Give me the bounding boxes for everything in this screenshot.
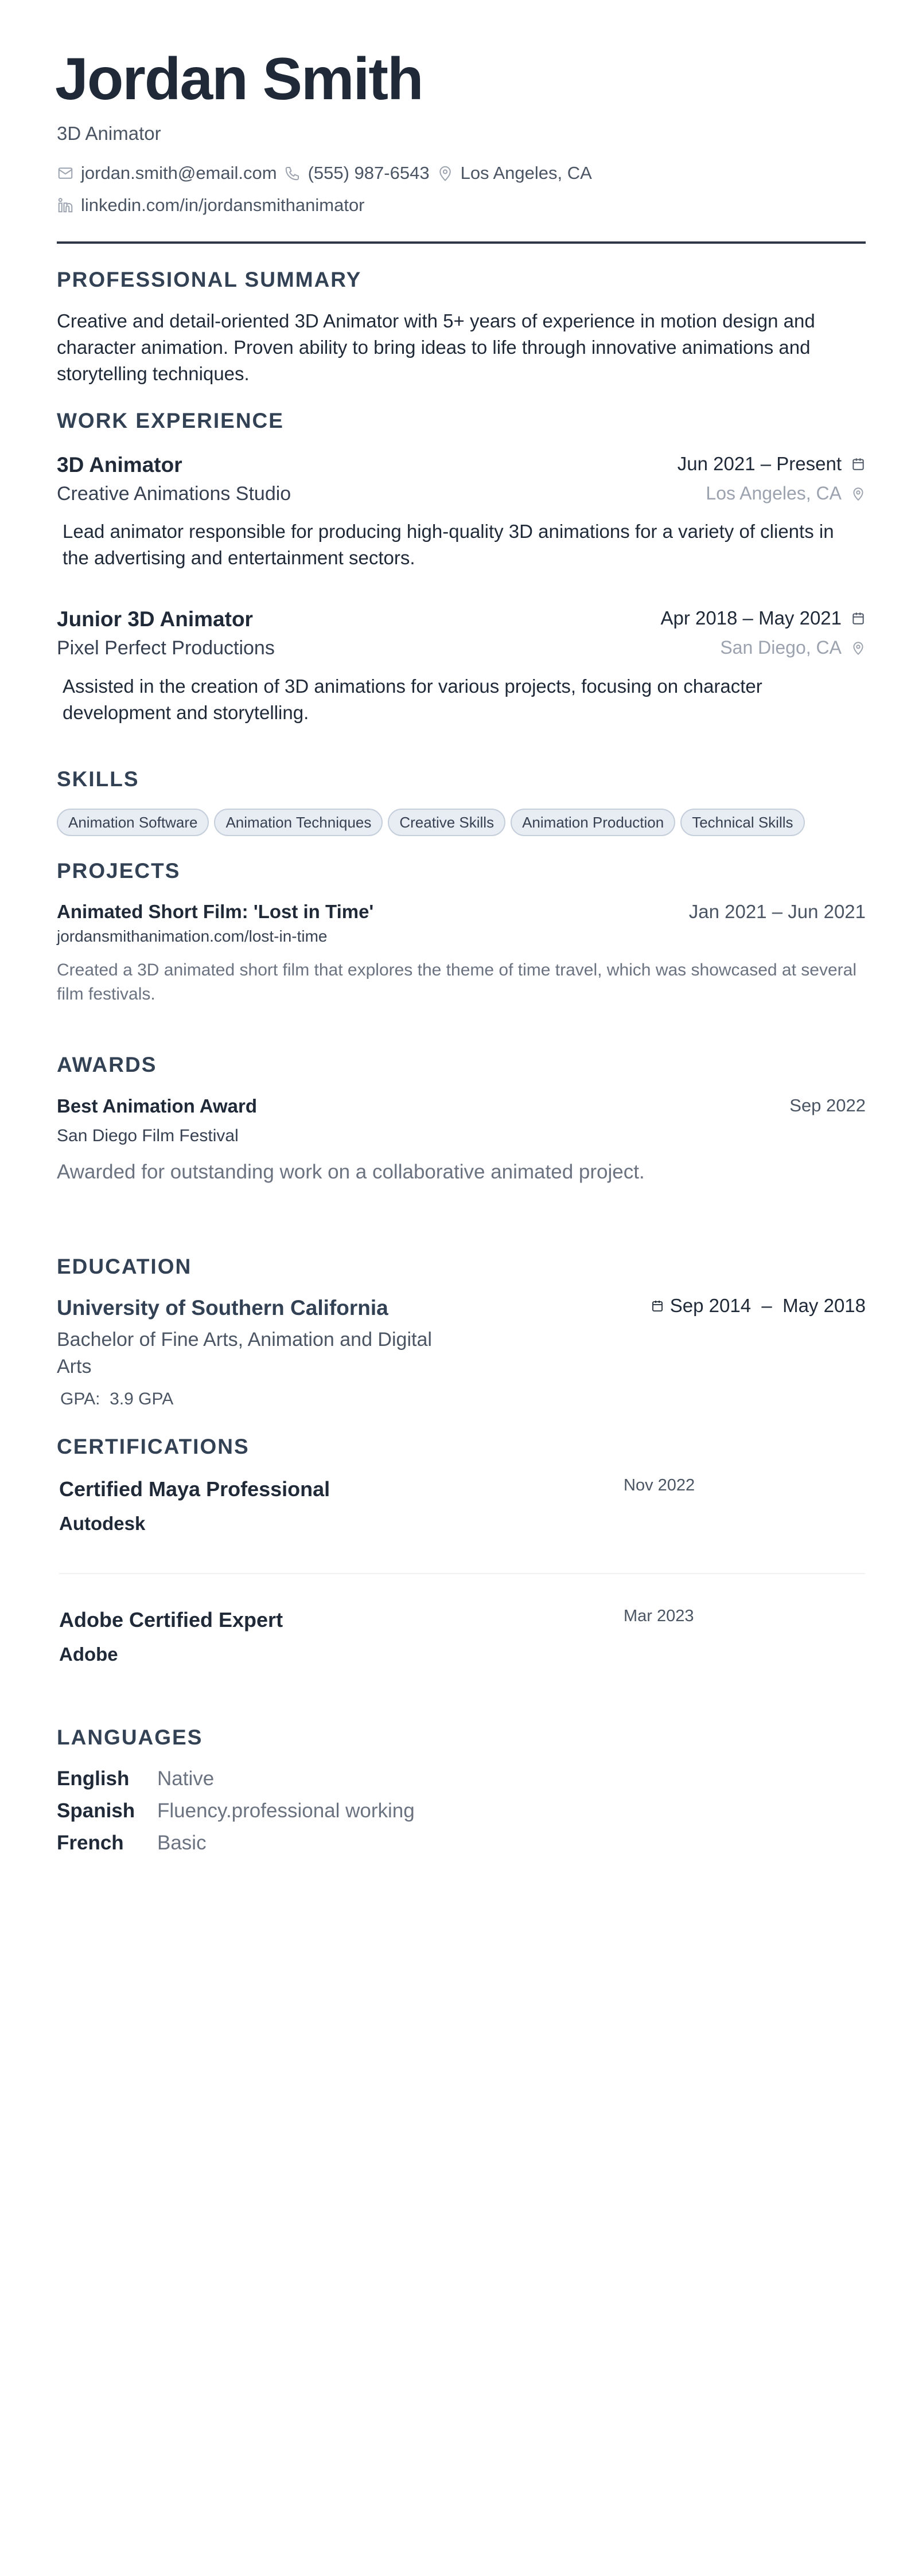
certification-title: Certified Maya Professional <box>59 1477 330 1501</box>
skill-tag: Animation Software <box>57 809 209 836</box>
location-text: Los Angeles, CA <box>460 163 592 183</box>
certification-title: Adobe Certified Expert <box>59 1608 283 1632</box>
project-description: Created a 3D animated short film that explores the theme of time travel, which was showcased at several film festivals. <box>57 961 857 1004</box>
linkedin-icon <box>57 197 74 214</box>
job-location-text: Los Angeles, CA <box>706 483 842 504</box>
certification-date: Nov 2022 <box>624 1476 695 1494</box>
language-name: Spanish <box>57 1800 135 1822</box>
skills-list <box>57 809 805 836</box>
section-heading-education: EDUCATION <box>57 1255 192 1278</box>
mail-icon <box>57 165 74 182</box>
summary-text: Creative and detail-oriented 3D Animator with 5+ years of experience in motion design and character animation. Proven ability to bring ideas to life through innovative animations and storytelling techniques. <box>57 310 815 384</box>
certification-issuer: Autodesk <box>59 1513 146 1534</box>
email-link[interactable]: jordan.smith@email.com <box>81 163 277 183</box>
section-heading-summary: PROFESSIONAL SUMMARY <box>57 268 362 291</box>
school-name: University of Southern California <box>57 1296 388 1320</box>
map-pin-icon <box>437 165 454 182</box>
phone-icon <box>284 165 301 182</box>
job-location-text: San Diego, CA <box>720 637 842 658</box>
skill-tag: Technical Skills <box>680 809 804 836</box>
project-dates: Jan 2021 – Jun 2021 <box>688 901 866 922</box>
job-dates <box>660 607 866 629</box>
job-title: Junior 3D Animator <box>57 607 253 631</box>
project-title: Animated Short Film: 'Lost in Time' <box>57 901 374 922</box>
job-title: 3D Animator <box>57 453 182 477</box>
gpa-value: 3.9 GPA <box>110 1390 174 1408</box>
job-description: Assisted in the creation of 3D animations for various projects, focusing on character development and storytelling. <box>63 676 762 723</box>
skill-tag: Creative Skills <box>388 809 505 836</box>
certification-divider <box>59 1573 865 1574</box>
section-heading-projects: PROJECTS <box>57 859 181 883</box>
map-pin-icon <box>851 641 866 655</box>
award-issuer: San Diego Film Festival <box>57 1126 239 1145</box>
header-divider <box>57 241 866 244</box>
gpa-label: GPA: <box>60 1390 100 1408</box>
project-url[interactable]: jordansmithanimation.com/lost-in-time <box>57 927 328 945</box>
section-heading-awards: AWARDS <box>57 1053 157 1076</box>
calendar-icon <box>651 1299 664 1313</box>
skill-tag: Animation Techniques <box>214 809 383 836</box>
language-name: English <box>57 1767 130 1790</box>
degree: Bachelor of Fine Arts, Animation and Digital Arts <box>57 1329 432 1377</box>
candidate-name: Jordan Smith <box>55 46 423 112</box>
job-location <box>720 637 866 658</box>
calendar-icon <box>851 456 866 471</box>
section-heading-languages: LANGUAGES <box>57 1726 203 1749</box>
job-dates <box>678 453 866 475</box>
education-dates-text: Sep 2014 – May 2018 <box>669 1295 866 1316</box>
certification-issuer: Adobe <box>59 1644 118 1665</box>
gpa <box>60 1390 173 1409</box>
calendar-icon <box>851 611 866 626</box>
section-heading-certifications: CERTIFICATIONS <box>57 1435 250 1458</box>
candidate-title: 3D Animator <box>57 123 161 144</box>
job-description: Lead animator responsible for producing high-quality 3D animations for a variety of clients in the advertising and entertainment sectors. <box>63 521 834 568</box>
award-description: Awarded for outstanding work on a collaborative animated project. <box>57 1161 645 1183</box>
job-dates-text: Jun 2021 – Present <box>677 453 842 474</box>
linkedin-row <box>57 195 365 216</box>
language-level: Fluency.professional working <box>157 1800 415 1822</box>
award-date: Sep 2022 <box>789 1095 866 1115</box>
phone-link[interactable]: (555) 987-6543 <box>307 163 430 183</box>
job-location <box>706 483 866 504</box>
education-dates <box>651 1295 866 1317</box>
linkedin-link[interactable]: linkedin.com/in/jordansmithanimator <box>81 195 365 215</box>
company-name: Creative Animations Studio <box>57 483 291 505</box>
job-dates-text: Apr 2018 – May 2021 <box>660 607 842 629</box>
map-pin-icon <box>851 486 866 501</box>
award-title: Best Animation Award <box>57 1095 257 1117</box>
section-heading-experience: WORK EXPERIENCE <box>57 409 284 432</box>
company-name: Pixel Perfect Productions <box>57 637 275 659</box>
skill-tag: Animation Production <box>511 809 675 836</box>
contact-row <box>57 163 592 184</box>
language-name: French <box>57 1832 124 1854</box>
section-heading-skills: SKILLS <box>57 767 139 791</box>
language-level: Native <box>157 1767 215 1790</box>
certification-date: Mar 2023 <box>624 1607 694 1625</box>
language-level: Basic <box>157 1832 207 1854</box>
